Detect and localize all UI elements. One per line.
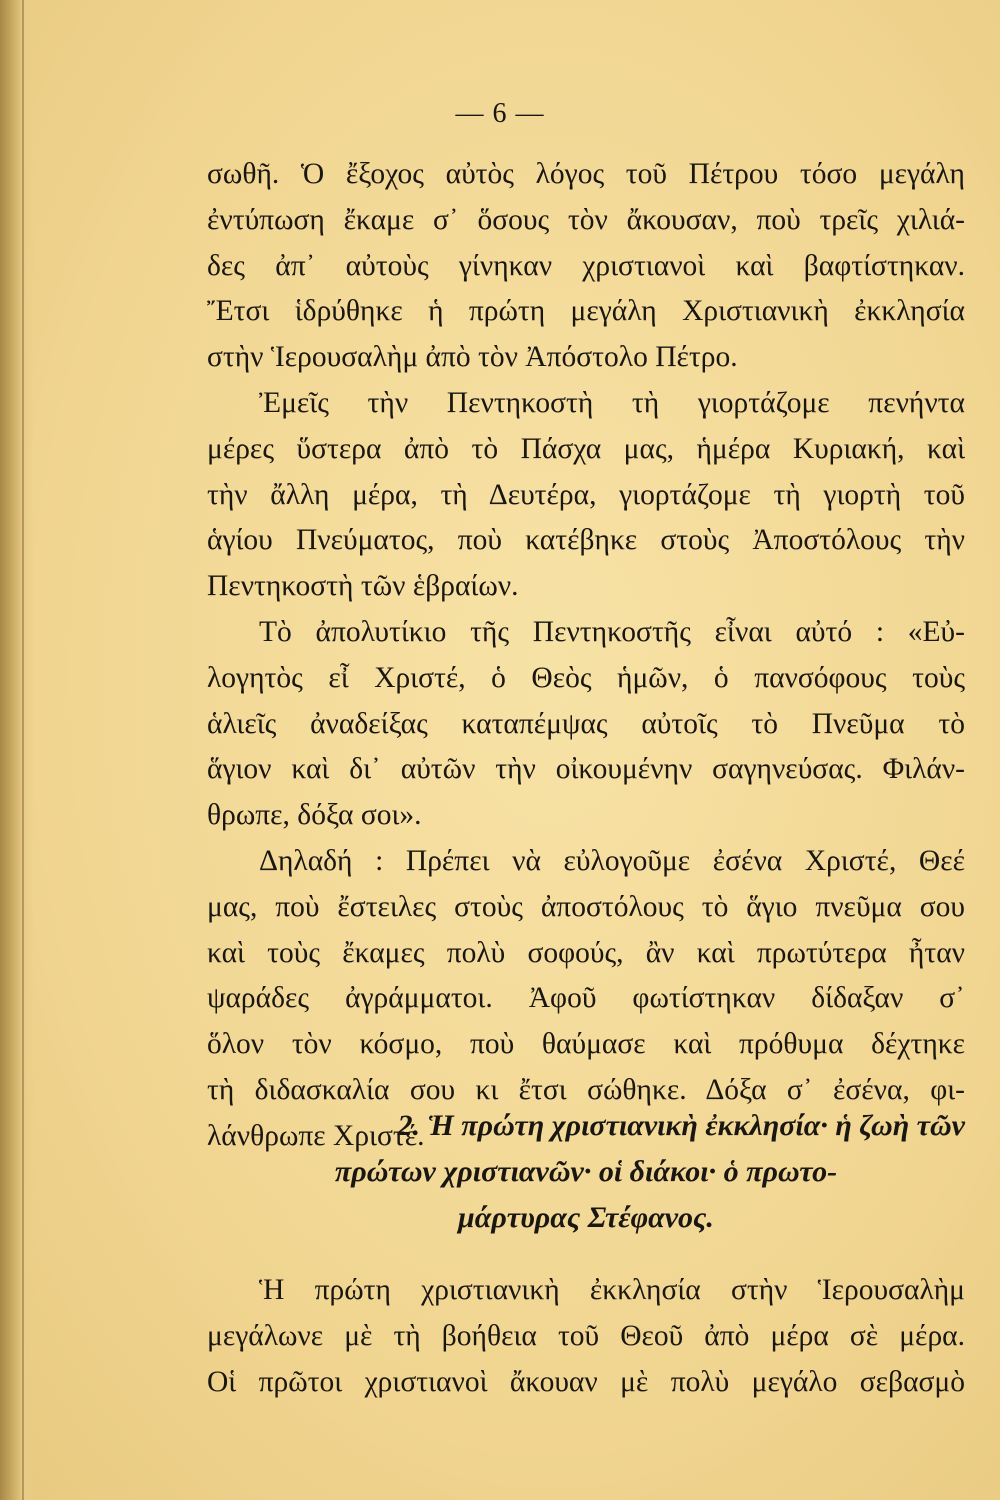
text-line: Ἐμεῖς τὴν Πεντηκοστὴ τὴ γιορτάζομε πενήντα — [259, 386, 965, 419]
text-line: λογητὸς εἶ Χριστέ, ὁ Θεὸς ἡμῶν, ὁ πανσόφους τοὺς — [207, 661, 965, 694]
text-line: ὅλον τὸν κόσμο, ποὺ θαύμασε καὶ πρόθυμα δέχτηκε — [207, 1028, 965, 1061]
text-line: ἁλιεῖς ἀναδείξας καταπέμψας αὐτοῖς τὸ Πνεῦμα τὸ — [207, 707, 965, 740]
text-line: λάνθρωπε Χριστέ. — [207, 1119, 425, 1152]
text-line: Οἱ πρῶτοι χριστιανοὶ ἄκουαν μὲ πολὺ μεγάλο σεβασμὸ — [207, 1365, 965, 1398]
page-binding-edge — [22, 0, 24, 1500]
text-line: ἐντύπωση ἔκαμε σ᾽ ὅσους τὸν ἄκουσαν, ποὺ τρεῖς χιλιά- — [207, 203, 965, 236]
paragraph-1 — [207, 152, 965, 381]
text-line: ἅγιον καὶ δι᾽ αὐτῶν τὴν οἰκουμένην σαγηνεύσας. Φιλάν- — [207, 753, 965, 786]
text-line: Τὸ ἀπολυτίκιο τῆς Πεντηκοστῆς εἶναι αὐτό : «Εὐ- — [259, 615, 965, 648]
text-line: ψαράδες ἀγράμματοι. Ἀφοῦ φωτίστηκαν δίδαξαν σ᾽ — [207, 982, 965, 1015]
section-heading — [207, 1103, 965, 1241]
text-line: Δηλαδή : Πρέπει νὰ εὐλογοῦμε ἐσένα Χριστέ, Θεέ — [259, 844, 965, 877]
section-heading-line: 2. Ἡ πρώτη χριστιανικὴ ἐκκλησία· ἡ ζωὴ τῶν — [397, 1109, 965, 1142]
paragraph-5 — [207, 1268, 965, 1405]
text-line: Ἔτσι ἱδρύθηκε ἡ πρώτη μεγάλη Χριστιανικὴ ἐκκλησία — [207, 295, 965, 328]
paragraph-2 — [207, 381, 965, 610]
paragraph-3 — [207, 610, 965, 839]
text-line: στὴν Ἱερουσαλὴμ ἀπὸ τὸν Ἀπόστολο Πέτρο. — [207, 341, 738, 374]
text-line: δες ἀπ᾽ αὐτοὺς γίνηκαν χριστιανοὶ καὶ βαφτίστηκαν. — [207, 249, 965, 282]
closing-text — [207, 1268, 965, 1405]
text-line: μας, ποὺ ἔστειλες στοὺς ἀποστόλους τὸ ἅγιο πνεῦμα σου — [207, 890, 965, 923]
section-heading-line: πρώτων χριστιανῶν· οἱ διάκοι· ὁ πρωτο- — [334, 1155, 838, 1188]
section-heading-line: μάρτυρας Στέφανος. — [458, 1201, 714, 1234]
text-line: σωθῆ. Ὁ ἔξοχος αὐτὸς λόγος τοῦ Πέτρου τόσο μεγάλη — [207, 158, 965, 190]
text-line: Ἡ πρώτη χριστιανικὴ ἐκκλησία στὴν Ἱερουσαλὴμ — [259, 1274, 965, 1306]
text-line: ἁγίου Πνεύματος, ποὺ κατέβηκε στοὺς Ἀποστόλους τὴν — [207, 524, 965, 557]
text-line: μέρες ὕστερα ἀπὸ τὸ Πάσχα μας, ἡμέρα Κυριακή, καὶ — [207, 432, 965, 465]
text-line: Πεντηκοστὴ τῶν ἑβραίων. — [207, 570, 519, 603]
page-number: — 6 — — [455, 98, 545, 129]
text-line: τὴν ἄλλη μέρα, τὴ Δευτέρα, γιορτάζομε τὴ γιορτὴ τοῦ — [207, 478, 965, 511]
text-line: καὶ τοὺς ἔκαμες πολὺ σοφούς, ἂν καὶ πρωτύτερα ἦταν — [207, 936, 965, 969]
text-line: μεγάλωνε μὲ τὴ βοήθεια τοῦ Θεοῦ ἀπὸ μέρα σὲ μέρα. — [207, 1319, 965, 1352]
text-line: τὴ διδασκαλία σου κι ἔτσι σώθηκε. Δόξα σ᾽ ἐσένα, φι- — [207, 1073, 965, 1106]
body-text — [207, 152, 965, 1160]
text-line: θρωπε, δόξα σοι». — [207, 799, 422, 832]
page-binding-shadow — [0, 0, 34, 1500]
